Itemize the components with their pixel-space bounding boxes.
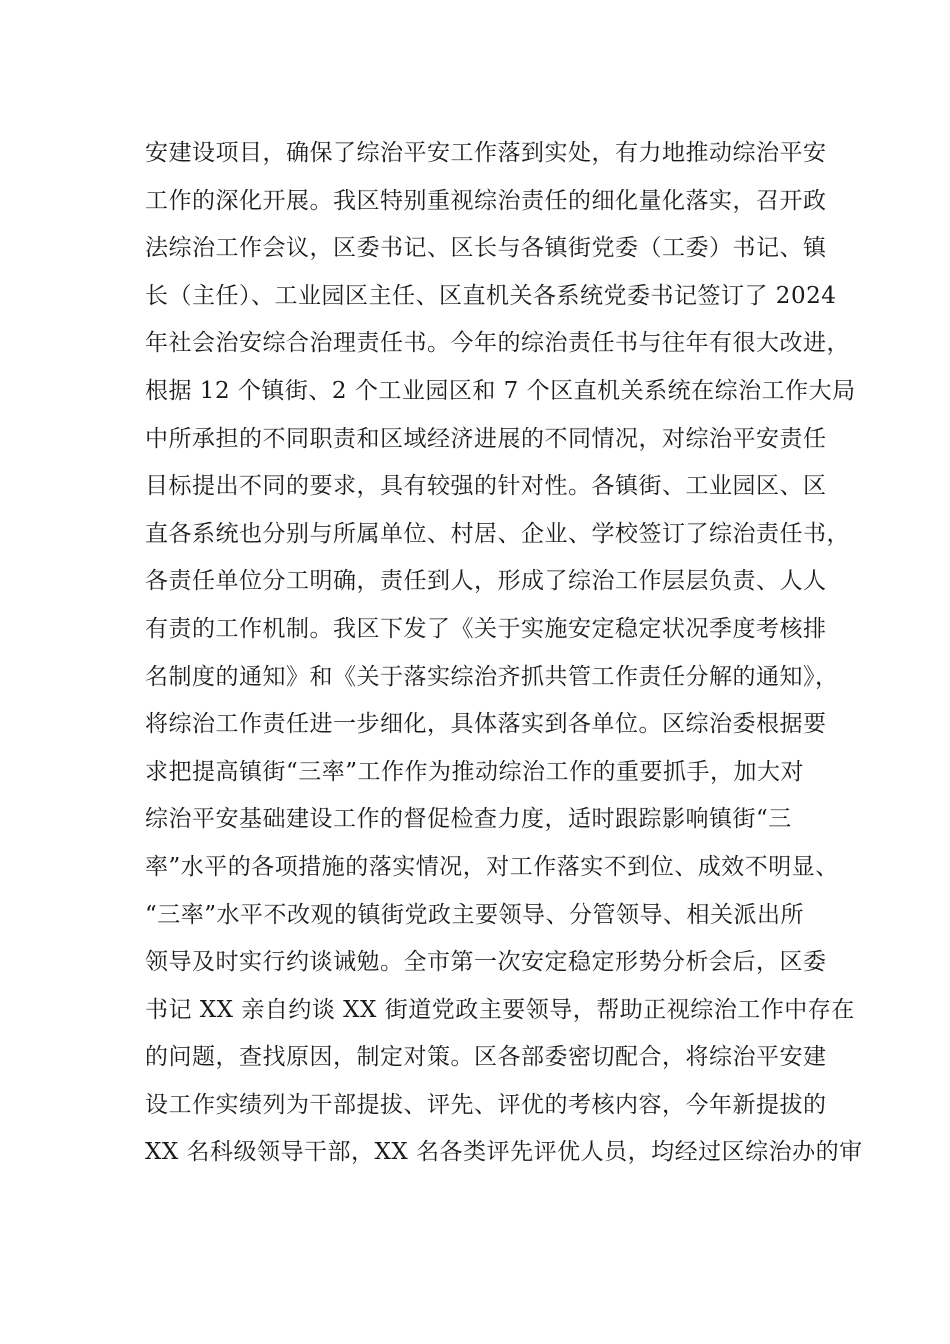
text-line: 中所承担的不同职责和区域经济进展的不同情况，对综治平安责任 bbox=[145, 425, 827, 452]
text-line: 年社会治安综合治理责任书。今年的综治责任书与往年有很大改进， bbox=[145, 330, 850, 357]
text-line: 的问题，查找原因，制定对策。区各部委密切配合，将综治平安建 bbox=[145, 1044, 827, 1071]
text-line: 书记 XX 亲自约谈 XX 街道党政主要领导，帮助正视综治工作中存在 bbox=[145, 996, 855, 1023]
text-line: 设工作实绩列为干部提拔、评先、评优的考核内容，今年新提拔的 bbox=[145, 1091, 827, 1118]
body-paragraph bbox=[145, 130, 863, 1177]
text-line: 有责的工作机制。我区下发了《关于实施安定稳定状况季度考核排 bbox=[145, 615, 827, 642]
text-line: 工作的深化开展。我区特别重视综治责任的细化量化落实，召开政 bbox=[145, 187, 827, 214]
text-line: 领导及时实行约谈诫勉。全市第一次安定稳定形势分析会后，区委 bbox=[145, 949, 827, 976]
text-line: 根据 12 个镇街、2 个工业园区和 7 个区直机关系统在综治工作大局 bbox=[145, 377, 856, 404]
text-line: 目标提出不同的要求，具有较强的针对性。各镇街、工业园区、区 bbox=[145, 473, 827, 500]
text-line: 各责任单位分工明确，责任到人，形成了综治工作层层负责、人人 bbox=[145, 568, 827, 595]
text-line: 综治平安基础建设工作的督促检查力度，适时跟踪影响镇街“三 bbox=[145, 806, 792, 833]
text-line: 率”水平的各项措施的落实情况，对工作落实不到位、成效不明显、 bbox=[145, 853, 839, 880]
text-line: 法综治工作会议，区委书记、区长与各镇街党委（工委）书记、镇 bbox=[145, 235, 827, 262]
text-line: 长（主任）、工业园区主任、区直机关各系统党委书记签订了 2024 bbox=[145, 282, 837, 309]
text-line: 将综治工作责任进一步细化，具体落实到各单位。区综治委根据要 bbox=[145, 711, 827, 738]
text-line: “三率”水平不改观的镇街党政主要领导、分管领导、相关派出所 bbox=[145, 901, 805, 928]
text-line: XX 名科级领导干部，XX 名各类评先评优人员，均经过区综治办的审 bbox=[145, 1139, 863, 1166]
text-line: 安建设项目，确保了综治平安工作落到实处，有力地推动综治平安 bbox=[145, 140, 827, 166]
text-line: 求把提高镇街“三率”工作作为推动综治工作的重要抓手，加大对 bbox=[145, 758, 805, 785]
text-line: 直各系统也分别与所属单位、村居、企业、学校签订了综治责任书， bbox=[145, 520, 850, 547]
text-line: 名制度的通知》和《关于落实综治齐抓共管工作责任分解的通知》， bbox=[145, 663, 839, 690]
